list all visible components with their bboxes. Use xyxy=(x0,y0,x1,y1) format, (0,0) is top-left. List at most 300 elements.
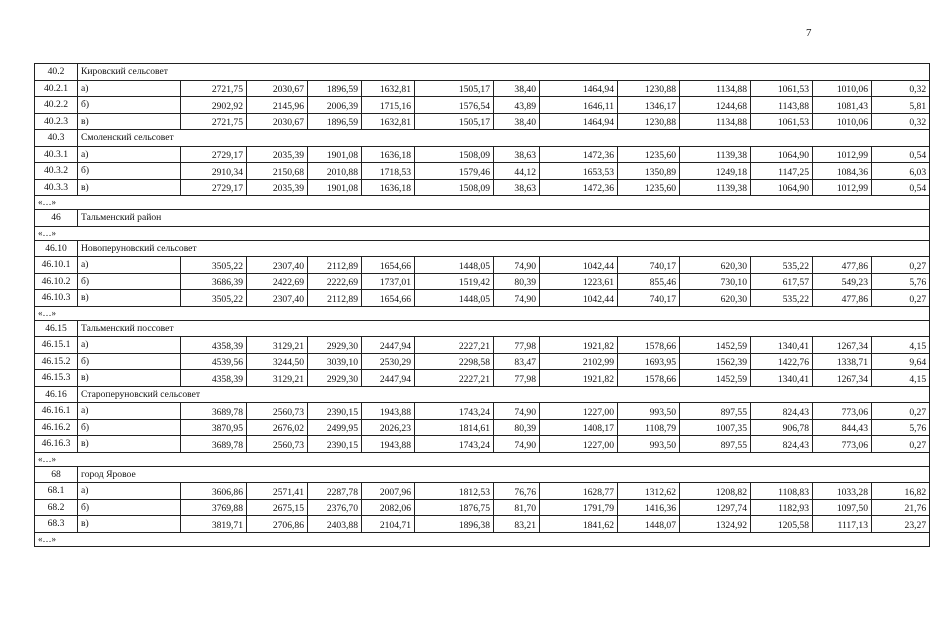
table-row xyxy=(35,403,930,420)
value-cell: 1505,17 xyxy=(415,80,494,97)
value-cell: 1042,44 xyxy=(540,290,618,307)
table-row xyxy=(35,353,930,370)
value-cell: 1249,18 xyxy=(680,163,751,180)
value-cell: 2530,29 xyxy=(362,353,415,370)
value-cell: 2902,92 xyxy=(181,97,247,114)
value-cell: 993,50 xyxy=(618,436,680,453)
section-code: 68 xyxy=(35,466,78,483)
row-code: 40.3.1 xyxy=(35,146,78,163)
value-cell: 2030,67 xyxy=(247,80,308,97)
value-cell: 897,55 xyxy=(680,403,751,420)
value-cell: 730,10 xyxy=(680,273,751,290)
omission-row xyxy=(35,452,930,466)
value-cell: 1007,35 xyxy=(680,419,751,436)
value-cell: 2112,89 xyxy=(308,257,362,274)
value-cell: 535,22 xyxy=(751,257,813,274)
value-cell: 2729,17 xyxy=(181,179,247,196)
value-cell: 1519,42 xyxy=(415,273,494,290)
value-cell: 1901,08 xyxy=(308,146,362,163)
value-cell: 1230,88 xyxy=(618,80,680,97)
table-row xyxy=(35,290,930,307)
section-code: 46.15 xyxy=(35,320,78,337)
value-cell: 1562,39 xyxy=(680,353,751,370)
value-cell: 1064,90 xyxy=(751,179,813,196)
value-cell: 83,21 xyxy=(494,516,540,533)
value-cell: 2422,69 xyxy=(247,273,308,290)
value-cell: 477,86 xyxy=(813,290,872,307)
value-cell: 1448,07 xyxy=(618,516,680,533)
value-cell: 1408,17 xyxy=(540,419,618,436)
value-cell: 1653,53 xyxy=(540,163,618,180)
value-cell: 0,32 xyxy=(872,80,930,97)
section-row xyxy=(35,130,930,147)
value-cell: 620,30 xyxy=(680,257,751,274)
value-cell: 1244,68 xyxy=(680,97,751,114)
value-cell: 1715,16 xyxy=(362,97,415,114)
value-cell: 3039,10 xyxy=(308,353,362,370)
value-cell: 80,39 xyxy=(494,273,540,290)
value-cell: 3686,39 xyxy=(181,273,247,290)
value-cell: 3606,86 xyxy=(181,483,247,500)
value-cell: 2145,96 xyxy=(247,97,308,114)
row-variant: б) xyxy=(78,419,181,436)
value-cell: 1508,09 xyxy=(415,179,494,196)
value-cell: 5,76 xyxy=(872,419,930,436)
value-cell: 535,22 xyxy=(751,290,813,307)
table-row xyxy=(35,113,930,130)
row-code: 46.10.1 xyxy=(35,257,78,274)
value-cell: 1472,36 xyxy=(540,179,618,196)
value-cell: 1791,79 xyxy=(540,499,618,516)
omission-row xyxy=(35,196,930,210)
value-cell: 2007,96 xyxy=(362,483,415,500)
table-row xyxy=(35,163,930,180)
value-cell: 2390,15 xyxy=(308,436,362,453)
section-row xyxy=(35,386,930,403)
value-cell: 620,30 xyxy=(680,290,751,307)
value-cell: 4,15 xyxy=(872,337,930,354)
value-cell: 549,23 xyxy=(813,273,872,290)
value-cell: 1208,82 xyxy=(680,483,751,500)
section-code: 46.10 xyxy=(35,240,78,257)
value-cell: 77,98 xyxy=(494,370,540,387)
value-cell: 0,27 xyxy=(872,290,930,307)
section-row xyxy=(35,64,930,81)
value-cell: 3689,78 xyxy=(181,436,247,453)
value-cell: 2307,40 xyxy=(247,290,308,307)
value-cell: 1628,77 xyxy=(540,483,618,500)
row-code: 68.3 xyxy=(35,516,78,533)
value-cell: 1010,06 xyxy=(813,113,872,130)
value-cell: 1235,60 xyxy=(618,179,680,196)
row-code: 46.10.3 xyxy=(35,290,78,307)
value-cell: 74,90 xyxy=(494,436,540,453)
value-cell: 2929,30 xyxy=(308,337,362,354)
value-cell: 844,43 xyxy=(813,419,872,436)
value-cell: 76,76 xyxy=(494,483,540,500)
section-code: 46.16 xyxy=(35,386,78,403)
value-cell: 1324,92 xyxy=(680,516,751,533)
value-cell: 1841,62 xyxy=(540,516,618,533)
value-cell: 2112,89 xyxy=(308,290,362,307)
value-cell: 2447,94 xyxy=(362,337,415,354)
row-code: 40.3.3 xyxy=(35,179,78,196)
value-cell: 0,27 xyxy=(872,257,930,274)
table-row xyxy=(35,516,930,533)
section-row xyxy=(35,210,930,227)
value-cell: 1042,44 xyxy=(540,257,618,274)
value-cell: 2150,68 xyxy=(247,163,308,180)
value-cell: 2676,02 xyxy=(247,419,308,436)
row-variant: б) xyxy=(78,353,181,370)
row-variant: в) xyxy=(78,290,181,307)
value-cell: 2721,75 xyxy=(181,80,247,97)
value-cell: 38,40 xyxy=(494,80,540,97)
value-cell: 2035,39 xyxy=(247,179,308,196)
value-cell: 1943,88 xyxy=(362,436,415,453)
value-cell: 1108,79 xyxy=(618,419,680,436)
value-cell: 2729,17 xyxy=(181,146,247,163)
row-variant: в) xyxy=(78,370,181,387)
value-cell: 1346,17 xyxy=(618,97,680,114)
row-variant: а) xyxy=(78,483,181,500)
row-variant: в) xyxy=(78,179,181,196)
row-variant: в) xyxy=(78,516,181,533)
value-cell: 1061,53 xyxy=(751,80,813,97)
value-cell: 1693,95 xyxy=(618,353,680,370)
row-variant: а) xyxy=(78,337,181,354)
value-cell: 1508,09 xyxy=(415,146,494,163)
row-code: 46.15.1 xyxy=(35,337,78,354)
value-cell: 43,89 xyxy=(494,97,540,114)
value-cell: 2929,30 xyxy=(308,370,362,387)
value-cell: 1737,01 xyxy=(362,273,415,290)
table-row xyxy=(35,483,930,500)
value-cell: 2227,21 xyxy=(415,370,494,387)
section-name: Тальменский поссовет xyxy=(78,320,930,337)
omission-mark: «…» xyxy=(35,226,930,240)
row-variant: а) xyxy=(78,403,181,420)
value-cell: 993,50 xyxy=(618,403,680,420)
value-cell: 1084,36 xyxy=(813,163,872,180)
page-number: 7 xyxy=(806,27,812,39)
value-cell: 2010,88 xyxy=(308,163,362,180)
value-cell: 5,81 xyxy=(872,97,930,114)
value-cell: 1579,46 xyxy=(415,163,494,180)
value-cell: 2560,73 xyxy=(247,403,308,420)
value-cell: 1896,59 xyxy=(308,113,362,130)
value-cell: 2104,71 xyxy=(362,516,415,533)
row-code: 46.10.2 xyxy=(35,273,78,290)
value-cell: 1632,81 xyxy=(362,113,415,130)
section-name: Староперуновский сельсовет xyxy=(78,386,930,403)
value-cell: 2675,15 xyxy=(247,499,308,516)
table-row xyxy=(35,436,930,453)
value-cell: 2227,21 xyxy=(415,337,494,354)
value-cell: 1876,75 xyxy=(415,499,494,516)
value-cell: 1012,99 xyxy=(813,179,872,196)
section-code: 40.2 xyxy=(35,64,78,81)
value-cell: 3244,50 xyxy=(247,353,308,370)
value-cell: 1814,61 xyxy=(415,419,494,436)
value-cell: 824,43 xyxy=(751,403,813,420)
value-cell: 1230,88 xyxy=(618,113,680,130)
value-cell: 2287,78 xyxy=(308,483,362,500)
value-cell: 74,90 xyxy=(494,290,540,307)
table-row xyxy=(35,257,930,274)
value-cell: 3769,88 xyxy=(181,499,247,516)
value-cell: 16,82 xyxy=(872,483,930,500)
value-cell: 2499,95 xyxy=(308,419,362,436)
value-cell: 1646,11 xyxy=(540,97,618,114)
value-cell: 2390,15 xyxy=(308,403,362,420)
value-cell: 1452,59 xyxy=(680,337,751,354)
value-cell: 44,12 xyxy=(494,163,540,180)
row-code: 40.3.2 xyxy=(35,163,78,180)
value-cell: 1340,41 xyxy=(751,337,813,354)
table-row xyxy=(35,179,930,196)
value-cell: 1901,08 xyxy=(308,179,362,196)
row-code: 40.2.2 xyxy=(35,97,78,114)
value-cell: 2706,86 xyxy=(247,516,308,533)
value-cell: 1921,82 xyxy=(540,370,618,387)
value-cell: 1743,24 xyxy=(415,436,494,453)
value-cell: 2910,34 xyxy=(181,163,247,180)
value-cell: 1134,88 xyxy=(680,113,751,130)
section-name: город Яровое xyxy=(78,466,930,483)
value-cell: 1896,38 xyxy=(415,516,494,533)
value-cell: 23,27 xyxy=(872,516,930,533)
value-cell: 1452,59 xyxy=(680,370,751,387)
row-code: 40.2.3 xyxy=(35,113,78,130)
row-variant: а) xyxy=(78,80,181,97)
value-cell: 1472,36 xyxy=(540,146,618,163)
value-cell: 1012,99 xyxy=(813,146,872,163)
value-cell: 773,06 xyxy=(813,403,872,420)
value-cell: 1350,89 xyxy=(618,163,680,180)
value-cell: 1654,66 xyxy=(362,257,415,274)
value-cell: 77,98 xyxy=(494,337,540,354)
value-cell: 1464,94 xyxy=(540,80,618,97)
value-cell: 3819,71 xyxy=(181,516,247,533)
section-name: Новоперуновский сельсовет xyxy=(78,240,930,257)
value-cell: 1117,13 xyxy=(813,516,872,533)
value-cell: 1943,88 xyxy=(362,403,415,420)
value-cell: 1143,88 xyxy=(751,97,813,114)
value-cell: 1636,18 xyxy=(362,179,415,196)
value-cell: 4358,39 xyxy=(181,370,247,387)
row-variant: в) xyxy=(78,436,181,453)
value-cell: 1448,05 xyxy=(415,290,494,307)
value-cell: 1718,53 xyxy=(362,163,415,180)
value-cell: 2222,69 xyxy=(308,273,362,290)
value-cell: 3129,21 xyxy=(247,370,308,387)
value-cell: 2102,99 xyxy=(540,353,618,370)
value-cell: 21,76 xyxy=(872,499,930,516)
value-cell: 38,63 xyxy=(494,179,540,196)
value-cell: 0,54 xyxy=(872,146,930,163)
value-cell: 2376,70 xyxy=(308,499,362,516)
row-code: 40.2.1 xyxy=(35,80,78,97)
value-cell: 1654,66 xyxy=(362,290,415,307)
value-cell: 0,27 xyxy=(872,403,930,420)
row-variant: б) xyxy=(78,97,181,114)
value-cell: 0,27 xyxy=(872,436,930,453)
value-cell: 1134,88 xyxy=(680,80,751,97)
value-cell: 1108,83 xyxy=(751,483,813,500)
value-cell: 2571,41 xyxy=(247,483,308,500)
value-cell: 83,47 xyxy=(494,353,540,370)
value-cell: 1097,50 xyxy=(813,499,872,516)
value-cell: 1297,74 xyxy=(680,499,751,516)
value-cell: 4539,56 xyxy=(181,353,247,370)
omission-row xyxy=(35,532,930,546)
section-code: 40.3 xyxy=(35,130,78,147)
value-cell: 9,64 xyxy=(872,353,930,370)
value-cell: 1921,82 xyxy=(540,337,618,354)
value-cell: 5,76 xyxy=(872,273,930,290)
row-code: 46.16.2 xyxy=(35,419,78,436)
omission-mark: «…» xyxy=(35,306,930,320)
value-cell: 1267,34 xyxy=(813,370,872,387)
value-cell: 2030,67 xyxy=(247,113,308,130)
value-cell: 1147,25 xyxy=(751,163,813,180)
value-cell: 1812,53 xyxy=(415,483,494,500)
value-cell: 1576,54 xyxy=(415,97,494,114)
value-cell: 1267,34 xyxy=(813,337,872,354)
value-cell: 2298,58 xyxy=(415,353,494,370)
table-row xyxy=(35,273,930,290)
value-cell: 617,57 xyxy=(751,273,813,290)
value-cell: 1223,61 xyxy=(540,273,618,290)
value-cell: 38,40 xyxy=(494,113,540,130)
section-row xyxy=(35,240,930,257)
value-cell: 4,15 xyxy=(872,370,930,387)
value-cell: 1227,00 xyxy=(540,403,618,420)
value-cell: 1010,06 xyxy=(813,80,872,97)
row-code: 46.16.1 xyxy=(35,403,78,420)
omission-mark: «…» xyxy=(35,452,930,466)
value-cell: 2403,88 xyxy=(308,516,362,533)
value-cell: 2006,39 xyxy=(308,97,362,114)
value-cell: 3689,78 xyxy=(181,403,247,420)
value-cell: 773,06 xyxy=(813,436,872,453)
value-cell: 81,70 xyxy=(494,499,540,516)
row-variant: б) xyxy=(78,273,181,290)
row-code: 68.1 xyxy=(35,483,78,500)
value-cell: 6,03 xyxy=(872,163,930,180)
value-cell: 1033,28 xyxy=(813,483,872,500)
table-row xyxy=(35,337,930,354)
value-cell: 38,63 xyxy=(494,146,540,163)
value-cell: 74,90 xyxy=(494,403,540,420)
value-cell: 906,78 xyxy=(751,419,813,436)
omission-row xyxy=(35,306,930,320)
row-code: 68.2 xyxy=(35,499,78,516)
value-cell: 740,17 xyxy=(618,290,680,307)
value-cell: 477,86 xyxy=(813,257,872,274)
table-row xyxy=(35,499,930,516)
value-cell: 1312,62 xyxy=(618,483,680,500)
value-cell: 1235,60 xyxy=(618,146,680,163)
value-cell: 1416,36 xyxy=(618,499,680,516)
section-row xyxy=(35,320,930,337)
value-cell: 0,32 xyxy=(872,113,930,130)
value-cell: 4358,39 xyxy=(181,337,247,354)
value-cell: 1139,38 xyxy=(680,146,751,163)
value-cell: 740,17 xyxy=(618,257,680,274)
value-cell: 1061,53 xyxy=(751,113,813,130)
table-row xyxy=(35,370,930,387)
value-cell: 3505,22 xyxy=(181,257,247,274)
row-code: 46.16.3 xyxy=(35,436,78,453)
value-cell: 2307,40 xyxy=(247,257,308,274)
row-variant: в) xyxy=(78,113,181,130)
section-row xyxy=(35,466,930,483)
table-row xyxy=(35,146,930,163)
value-cell: 1205,58 xyxy=(751,516,813,533)
row-code: 46.15.3 xyxy=(35,370,78,387)
section-name: Тальменский район xyxy=(78,210,930,227)
value-cell: 1340,41 xyxy=(751,370,813,387)
table-row xyxy=(35,419,930,436)
value-cell: 2035,39 xyxy=(247,146,308,163)
value-cell: 1464,94 xyxy=(540,113,618,130)
value-cell: 1743,24 xyxy=(415,403,494,420)
value-cell: 2560,73 xyxy=(247,436,308,453)
value-cell: 1081,43 xyxy=(813,97,872,114)
row-variant: б) xyxy=(78,499,181,516)
value-cell: 1896,59 xyxy=(308,80,362,97)
value-cell: 80,39 xyxy=(494,419,540,436)
value-cell: 3870,95 xyxy=(181,419,247,436)
value-cell: 855,46 xyxy=(618,273,680,290)
value-cell: 2447,94 xyxy=(362,370,415,387)
value-cell: 1578,66 xyxy=(618,337,680,354)
value-cell: 1338,71 xyxy=(813,353,872,370)
value-cell: 1064,90 xyxy=(751,146,813,163)
tariff-table xyxy=(34,63,930,547)
value-cell: 3129,21 xyxy=(247,337,308,354)
row-variant: а) xyxy=(78,146,181,163)
value-cell: 1448,05 xyxy=(415,257,494,274)
table-row xyxy=(35,97,930,114)
value-cell: 1227,00 xyxy=(540,436,618,453)
value-cell: 2026,23 xyxy=(362,419,415,436)
omission-mark: «…» xyxy=(35,196,930,210)
omission-mark: «…» xyxy=(35,532,930,546)
section-name: Смоленский сельсовет xyxy=(78,130,930,147)
omission-row xyxy=(35,226,930,240)
table-row xyxy=(35,80,930,97)
row-variant: а) xyxy=(78,257,181,274)
row-variant: б) xyxy=(78,163,181,180)
row-code: 46.15.2 xyxy=(35,353,78,370)
value-cell: 1182,93 xyxy=(751,499,813,516)
value-cell: 0,54 xyxy=(872,179,930,196)
value-cell: 1632,81 xyxy=(362,80,415,97)
value-cell: 3505,22 xyxy=(181,290,247,307)
value-cell: 74,90 xyxy=(494,257,540,274)
section-code: 46 xyxy=(35,210,78,227)
value-cell: 824,43 xyxy=(751,436,813,453)
value-cell: 1139,38 xyxy=(680,179,751,196)
section-name: Кировский сельсовет xyxy=(78,64,930,81)
value-cell: 1505,17 xyxy=(415,113,494,130)
value-cell: 1578,66 xyxy=(618,370,680,387)
value-cell: 1422,76 xyxy=(751,353,813,370)
value-cell: 1636,18 xyxy=(362,146,415,163)
